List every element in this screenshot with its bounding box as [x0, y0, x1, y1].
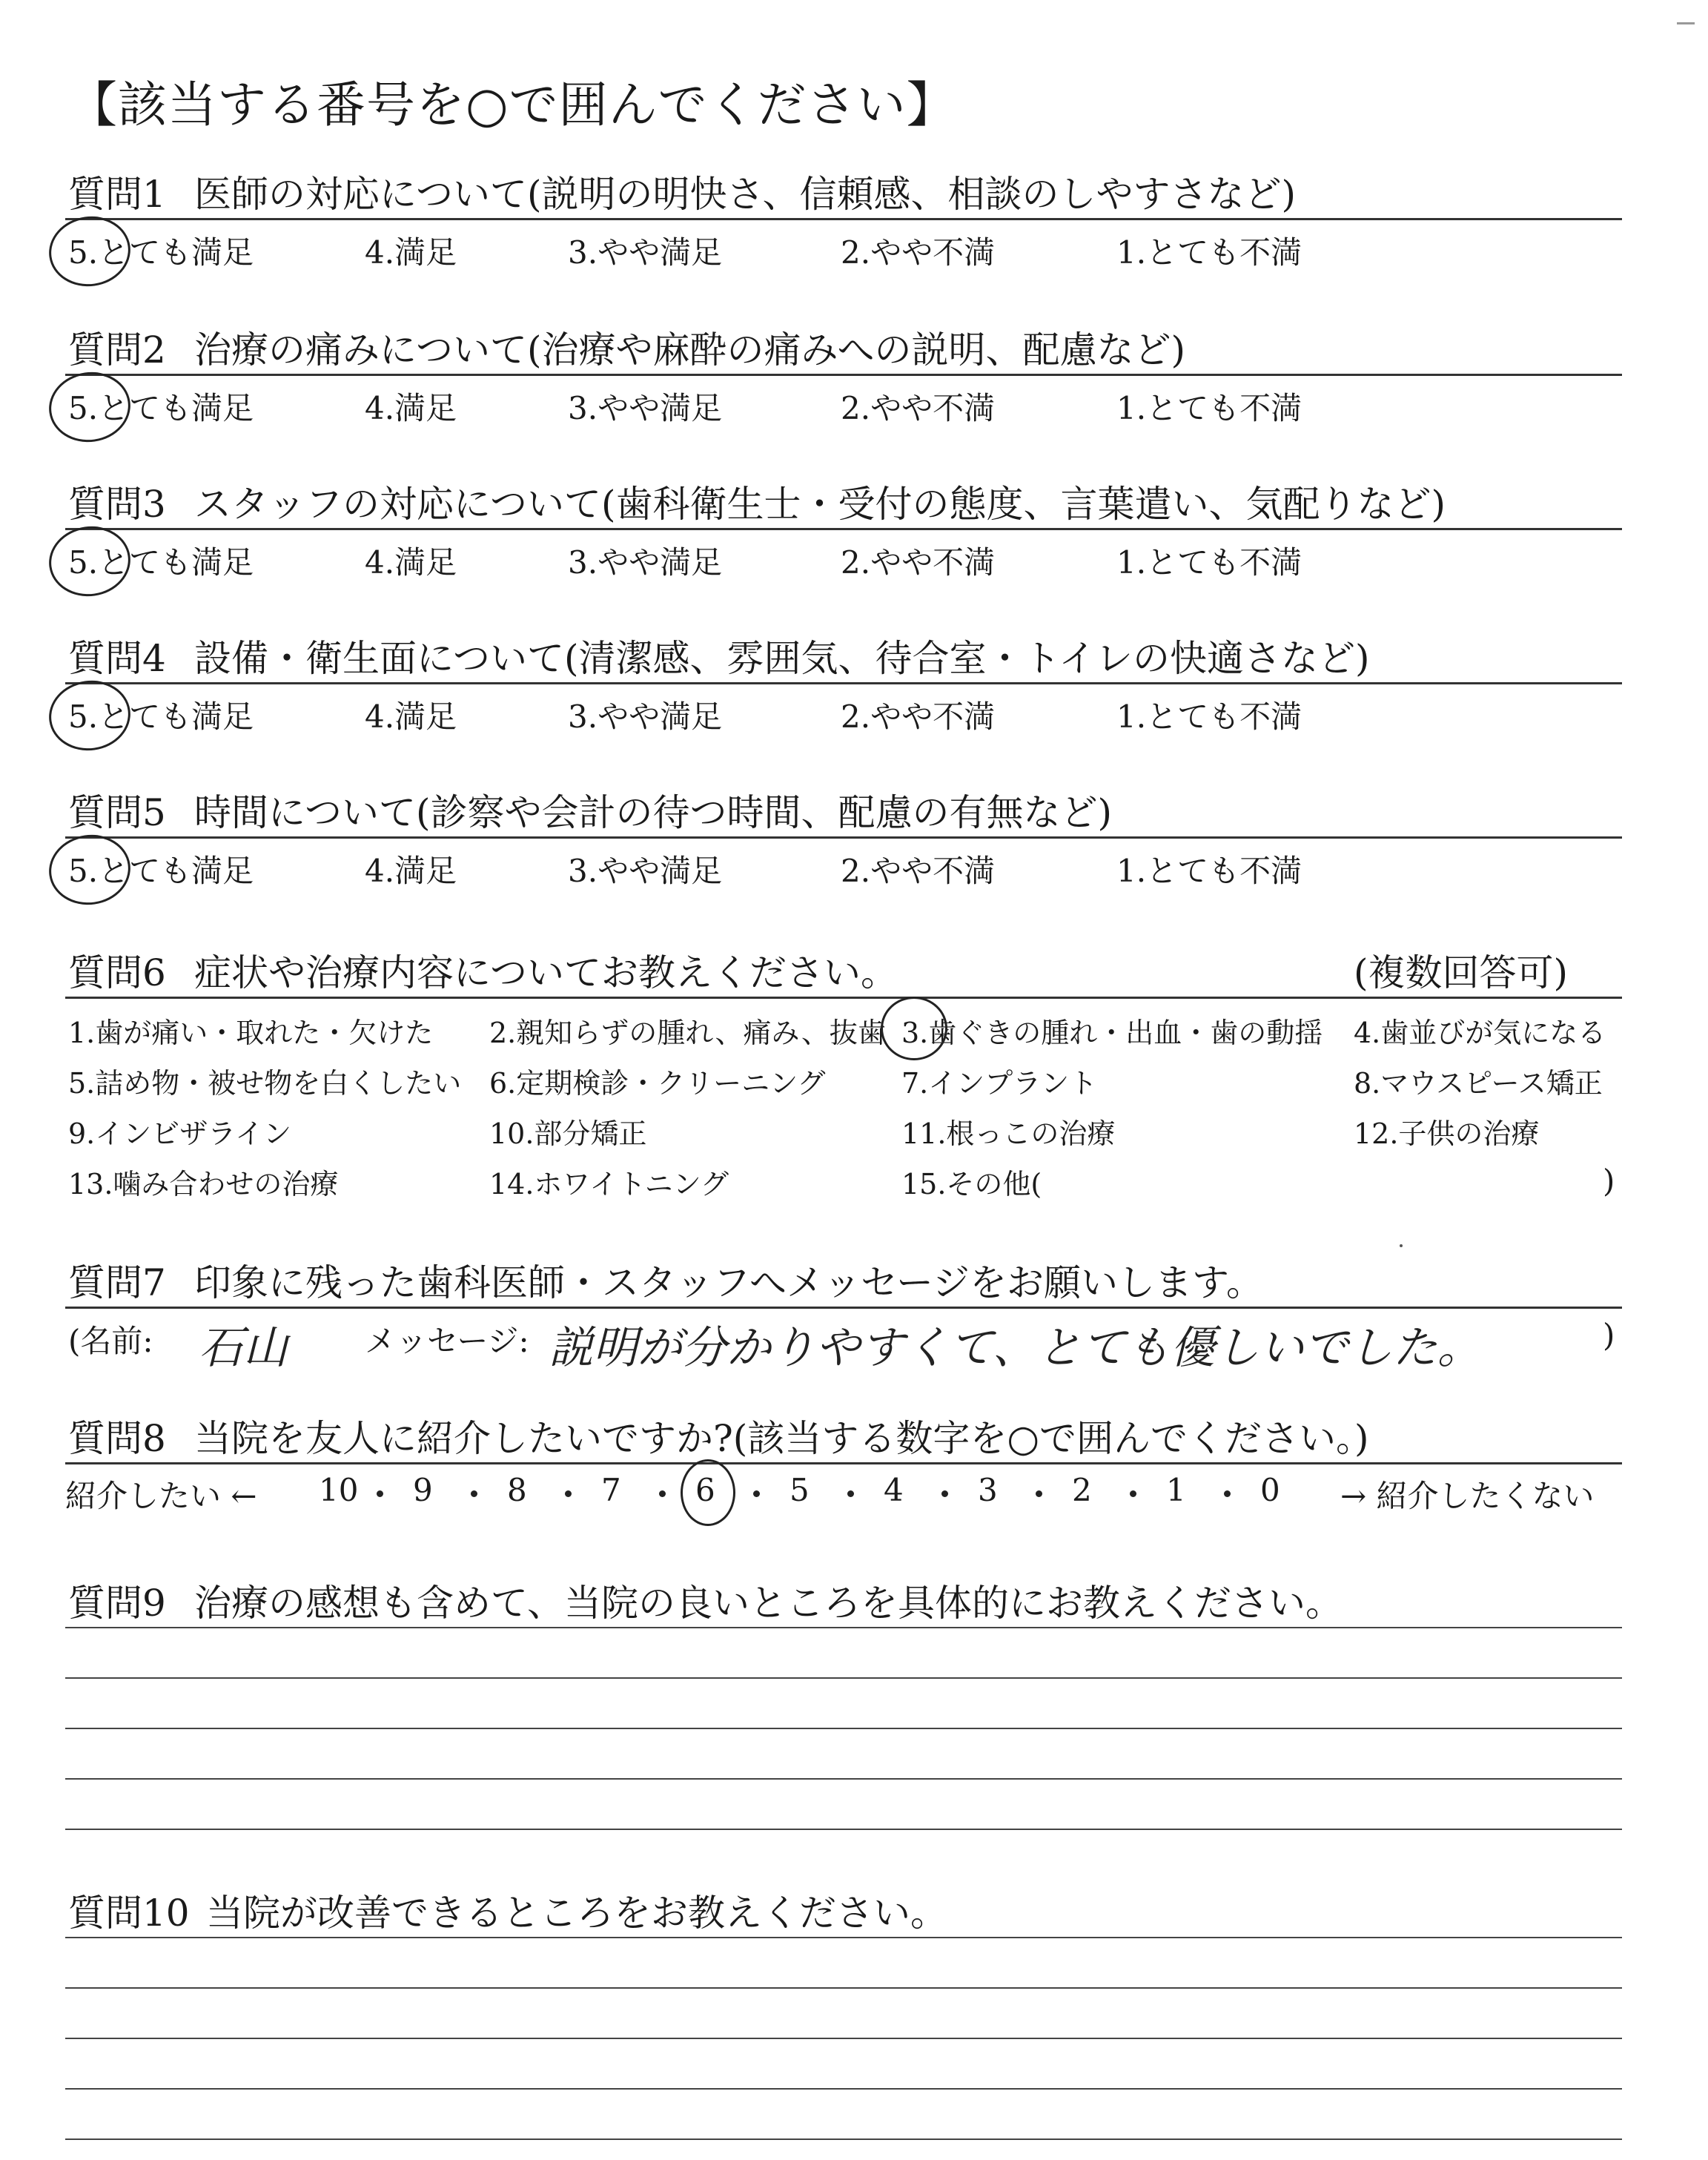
q2-option-1[interactable]: 1.とても不満	[1116, 390, 1302, 426]
q8-scale-8[interactable]: 8	[507, 1472, 527, 1508]
q8-title	[68, 1409, 1368, 1462]
q9-text: 治療の感想も含めて、当院の良いところを具体的にお教えください。	[194, 1582, 1343, 1625]
q1-option-4[interactable]: 4.満足	[365, 234, 457, 271]
q2-rule	[65, 374, 1622, 376]
q5-text: 時間について(診察や会計の待つ時間、配慮の有無など)	[194, 791, 1113, 834]
q10-text: 当院が改善できるところをお教えください。	[206, 1892, 947, 1935]
q8-scale-10[interactable]: 10	[319, 1472, 359, 1508]
q8-scale-dot	[1130, 1490, 1136, 1497]
q6-option-14[interactable]: 14.ホワイトニング	[489, 1168, 729, 1200]
q3-option-2[interactable]: 2.やや不満	[841, 544, 996, 581]
q2-number: 質問2	[68, 328, 166, 371]
q6-option-12[interactable]: 12.子供の治療	[1354, 1117, 1540, 1150]
q1-number: 質問1	[68, 173, 166, 216]
q3-text: スタッフの対応について(歯科衛生士・受付の態度、言葉遣い、気配りなど)	[194, 483, 1446, 526]
q1-option-3[interactable]: 3.やや満足	[568, 234, 723, 271]
q2-option-2[interactable]: 2.やや不満	[841, 390, 996, 426]
q2-option-3[interactable]: 3.やや満足	[568, 390, 723, 426]
q6-option-3[interactable]: 3.歯ぐきの腫れ・出血・歯の動揺	[901, 1017, 1323, 1049]
q8-text: 当院を友人に紹介したいですか?(該当する数字を○で囲んでください。)	[194, 1417, 1369, 1460]
q10-line-2	[65, 1987, 1622, 1989]
q5-rule	[65, 836, 1622, 839]
q1-option-2[interactable]: 2.やや不満	[841, 234, 996, 271]
q2-text: 治療の痛みについて(治療や麻酔の痛みへの説明、配慮など)	[194, 328, 1186, 371]
q9-title	[68, 1573, 1343, 1627]
q10-line-5	[65, 2138, 1622, 2140]
q5-option-4[interactable]: 4.満足	[365, 853, 457, 889]
q8-scale-dot	[847, 1490, 854, 1497]
q8-rule	[65, 1462, 1622, 1464]
q4-text: 設備・衛生面について(清潔感、雰囲気、待合室・トイレの快適さなど)	[194, 637, 1370, 680]
q3-selection-circle	[44, 521, 135, 601]
q6-option-7[interactable]: 7.インプラント	[901, 1067, 1098, 1100]
q6-selection-circle	[881, 997, 947, 1060]
q2-option-4[interactable]: 4.満足	[365, 390, 457, 426]
q6-option-15[interactable]: 15.その他(	[901, 1168, 1042, 1200]
q1-option-5[interactable]: 5.とても満足	[68, 234, 254, 271]
q8-scale-dot	[941, 1490, 948, 1497]
q9-line-3	[65, 1728, 1622, 1729]
q9-line-4	[65, 1778, 1622, 1780]
q8-scale-dot	[659, 1490, 666, 1497]
q7-message-value: 説明が分かりやすくて、とても優しいでした。	[549, 1322, 1482, 1374]
q3-rule	[65, 528, 1622, 530]
q3-option-4[interactable]: 4.満足	[365, 544, 457, 581]
q6-option-11[interactable]: 11.根っこの治療	[901, 1117, 1116, 1150]
q8-scale-1[interactable]: 1	[1166, 1472, 1186, 1508]
q5-option-1[interactable]: 1.とても不満	[1116, 853, 1302, 889]
scan-mark	[1677, 22, 1695, 24]
form-heading: 【該当する番号を○で囲んでください】	[68, 76, 956, 133]
q1-text: 医師の対応について(説明の明快さ、信頼感、相談のしやすさなど)	[194, 173, 1297, 216]
q4-title	[68, 629, 1370, 682]
q6-option-1[interactable]: 1.歯が痛い・取れた・欠けた	[68, 1017, 434, 1049]
q6-option-4[interactable]: 4.歯並びが気になる	[1354, 1017, 1606, 1049]
q7-text: 印象に残った歯科医師・スタッフへメッセージをお願いします。	[194, 1261, 1263, 1304]
q4-option-5[interactable]: 5.とても満足	[68, 698, 254, 735]
q8-right-label: → 紹介したくない	[1340, 1478, 1595, 1514]
q7-number: 質問7	[68, 1261, 166, 1304]
q3-option-1[interactable]: 1.とても不満	[1116, 544, 1302, 581]
q7-rule	[65, 1307, 1622, 1309]
q5-title	[68, 783, 1112, 836]
q2-selection-circle	[44, 367, 135, 447]
q1-option-1[interactable]: 1.とても不満	[1116, 234, 1302, 271]
q8-scale-dot	[1036, 1490, 1042, 1497]
q1-rule	[65, 218, 1622, 220]
q2-title	[68, 320, 1185, 374]
q3-title	[68, 475, 1446, 528]
q4-rule	[65, 682, 1622, 684]
q5-option-3[interactable]: 3.やや満足	[568, 853, 723, 889]
q8-scale-dot	[471, 1490, 477, 1497]
q6-number: 質問6	[68, 951, 166, 994]
q8-scale-9[interactable]: 9	[413, 1472, 433, 1508]
q8-left-label: 紹介したい ←	[65, 1478, 257, 1514]
q8-scale-7[interactable]: 7	[601, 1472, 621, 1508]
q8-scale-4[interactable]: 4	[884, 1472, 904, 1508]
q6-note: (複数回答可)	[1354, 951, 1569, 994]
q6-option-9[interactable]: 9.インビザライン	[68, 1117, 292, 1150]
q8-scale-dot	[1224, 1490, 1231, 1497]
q6-close-paren: )	[1603, 1163, 1615, 1199]
q3-option-3[interactable]: 3.やや満足	[568, 544, 723, 581]
q7-message-label: メッセージ:	[365, 1323, 529, 1359]
q10-line-3	[65, 2038, 1622, 2039]
q7-close-paren: )	[1603, 1317, 1615, 1353]
q3-option-5[interactable]: 5.とても満足	[68, 544, 254, 581]
q6-option-6[interactable]: 6.定期検診・クリーニング	[489, 1067, 826, 1100]
q8-scale-dot	[753, 1490, 760, 1497]
q5-option-5[interactable]: 5.とても満足	[68, 853, 254, 889]
q6-option-2[interactable]: 2.親知らずの腫れ、痛み、抜歯	[489, 1017, 886, 1049]
q4-option-2[interactable]: 2.やや不満	[841, 698, 996, 735]
q4-option-3[interactable]: 3.やや満足	[568, 698, 723, 735]
q7-title	[68, 1253, 1263, 1307]
q9-line-2	[65, 1677, 1622, 1679]
q4-number: 質問4	[68, 637, 166, 680]
q6-title	[68, 943, 898, 997]
q6-option-10[interactable]: 10.部分矯正	[489, 1117, 647, 1150]
q6-rule	[65, 997, 1622, 999]
scan-dot	[1400, 1244, 1403, 1247]
q3-number: 質問3	[68, 483, 166, 526]
q9-line-5	[65, 1829, 1622, 1830]
q6-option-8[interactable]: 8.マウスピース矯正	[1354, 1067, 1603, 1100]
q8-selection-circle	[681, 1459, 735, 1526]
q8-scale-dot	[565, 1490, 572, 1497]
q4-selection-circle	[44, 676, 135, 756]
q5-option-2[interactable]: 2.やや不満	[841, 853, 996, 889]
q6-text: 症状や治療内容についてお教えください。	[194, 951, 898, 994]
q6-option-5[interactable]: 5.詰め物・被せ物を白くしたい	[68, 1067, 462, 1100]
q4-option-1[interactable]: 1.とても不満	[1116, 698, 1302, 735]
q10-number: 質問10	[68, 1892, 190, 1935]
q7-name-value: 石山	[199, 1322, 288, 1374]
q8-scale-dot	[377, 1490, 383, 1497]
q8-scale-0[interactable]: 0	[1260, 1472, 1280, 1508]
q1-selection-circle	[44, 211, 135, 291]
q7-name-label: (名前:	[68, 1323, 153, 1359]
q8-scale-3[interactable]: 3	[978, 1472, 998, 1508]
q10-line-1	[65, 1937, 1622, 1938]
q8-scale-5[interactable]: 5	[790, 1472, 810, 1508]
q8-scale-6[interactable]: 6	[695, 1472, 715, 1508]
q4-option-4[interactable]: 4.満足	[365, 698, 457, 735]
q8-number: 質問8	[68, 1417, 166, 1460]
q1-title	[68, 165, 1296, 218]
q5-number: 質問5	[68, 791, 166, 834]
q5-selection-circle	[44, 830, 135, 910]
q9-number: 質問9	[68, 1582, 166, 1625]
q2-option-5[interactable]: 5.とても満足	[68, 390, 254, 426]
q10-title	[68, 1883, 947, 1937]
q8-scale-2[interactable]: 2	[1072, 1472, 1092, 1508]
q9-line-1	[65, 1627, 1622, 1628]
q6-option-13[interactable]: 13.噛み合わせの治療	[68, 1168, 339, 1200]
q10-line-4	[65, 2088, 1622, 2090]
